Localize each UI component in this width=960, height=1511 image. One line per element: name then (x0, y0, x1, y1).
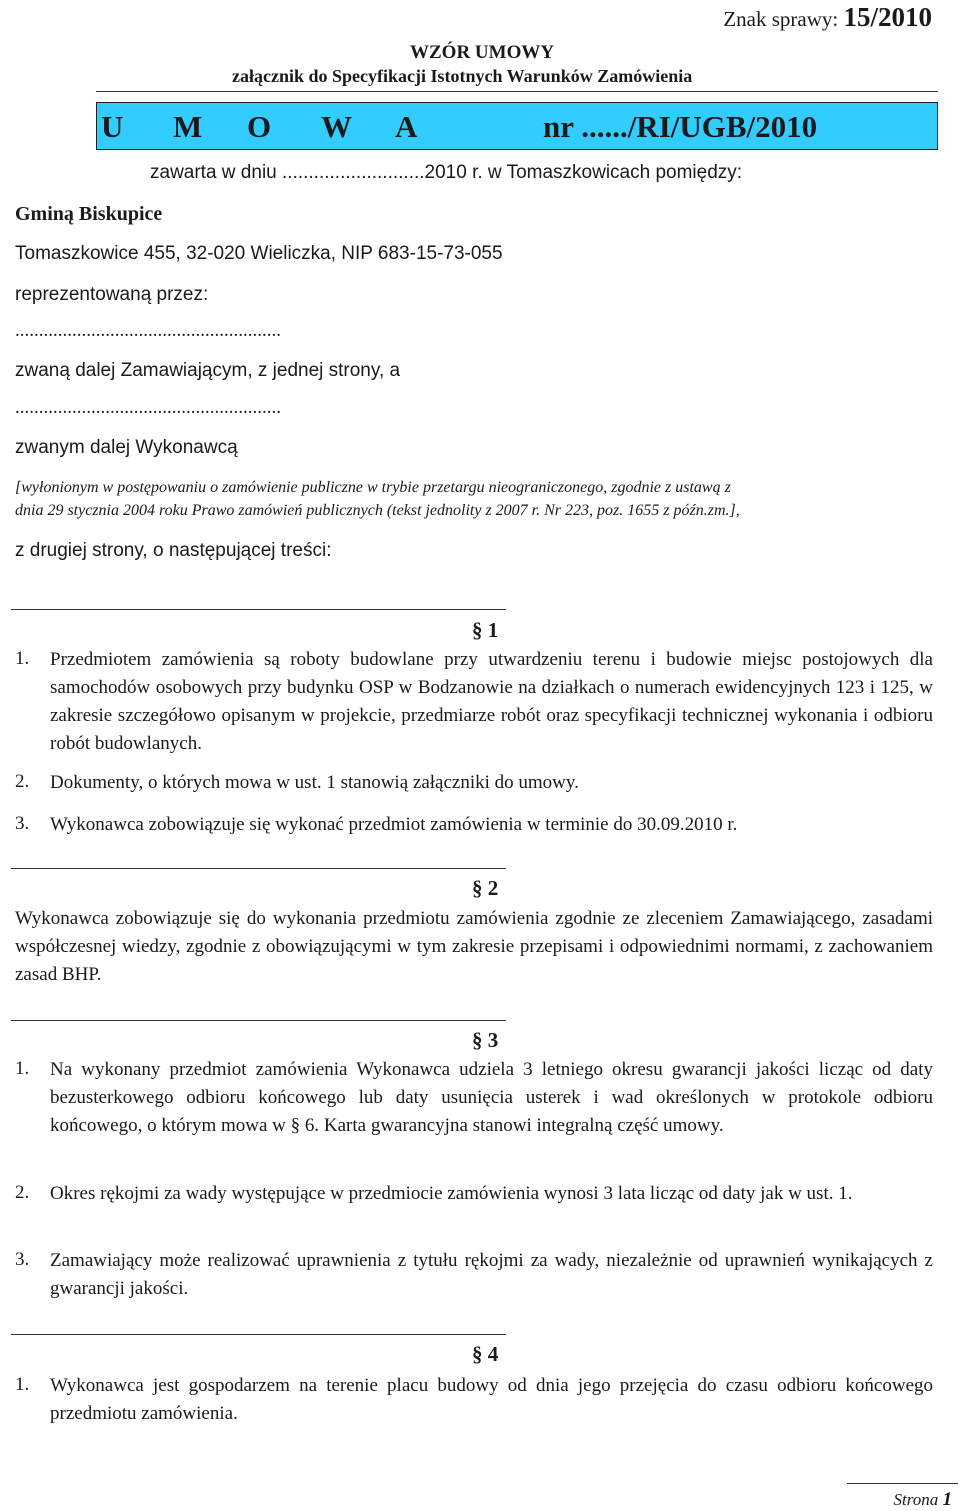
section-1-heading: § 1 (472, 618, 499, 642)
title-letter: U (101, 109, 124, 144)
item-number: 3. (15, 813, 30, 834)
page-number: 1 (942, 1489, 952, 1510)
second-party-line: z drugiej strony, o następującej treści: (15, 540, 332, 561)
item-number: 1. (15, 648, 30, 669)
party1-address: Tomaszkowice 455, 32-020 Wieliczka, NIP 683-15-73-055 (15, 243, 503, 264)
header-divider (96, 91, 938, 92)
footer-divider (847, 1483, 958, 1484)
title-letter: O (247, 109, 272, 144)
section-divider (11, 868, 506, 869)
title-letter: W (321, 109, 352, 144)
section-1-item-3: Wykonawca zobowiązuje się wykonać przedmiot zamówienia w terminie do 30.09.2010 r. (50, 814, 738, 835)
section-divider (11, 609, 506, 610)
section-1-item-1: Przedmiotem zamówienia są roboty budowlane przy utwardzeniu terenu i budowie miejsc postojowych dla samochodów osobowych przy budynku OSP w Bodzanowie na działkach o numerach ewidencyjnych 123 i 125, w zakresie szczegółowo opisanym w projekcie, przedmiarze robót oraz specyfikacji technicznej wykonania i odbioru robót budowlanych. (50, 649, 933, 754)
dots-line-1: ........................................................ (15, 320, 281, 341)
page-footer (894, 1489, 952, 1511)
section-2-heading: § 2 (472, 876, 499, 900)
section-3-item-1: Na wykonany przedmiot zamówienia Wykonawca udziela 3 letniego okresu gwarancji jakości licząc od daty bezusterkowego odbioru końcowego lub daty usunięcia usterek i wad określonych w protokole odbioru końcowego, o którym mowa w § 6. Karta gwarancyjna stanowi integralną część umowy. (50, 1059, 933, 1136)
party1-role: zwaną dalej Zamawiającym, z jednej strony, a (15, 360, 401, 381)
section-2-text: Wykonawca zobowiązuje się do wykonania przedmiotu zamówienia zgodnie ze zleceniem Zamawiającego, zasadami współczesnej wiedzy, zgodnie z obowiązującymi w tym zakresie przepisami i odpowiednimi normami, z zachowaniem zasad BHP. (15, 908, 933, 985)
item-number: 2. (15, 1182, 30, 1203)
party2-role: zwanym dalej Wykonawcą (15, 437, 238, 458)
document-subtitle: załącznik do Specyfikacji Istotnych Warunków Zamówienia (232, 66, 693, 86)
section-3-item-2: Okres rękojmi za wady występujące w przedmiocie zamówienia wynosi 3 lata licząc od daty jak w ust. 1. (50, 1183, 853, 1204)
section-3-heading: § 3 (472, 1028, 499, 1052)
item-number: 1. (15, 1374, 30, 1395)
contract-number: nr ....../RI/UGB/2010 (543, 109, 818, 144)
contract-title-bar (96, 102, 938, 150)
case-label: Znak sprawy: (723, 7, 839, 31)
legal-note-line-2: dnia 29 stycznia 2004 roku Prawo zamówień publicznych (tekst jednolity z 2007 r. Nr 223, poz. 1655 z późn.zm.], (15, 502, 740, 519)
item-number: 1. (15, 1058, 30, 1079)
dots-line-2: ........................................................ (15, 397, 281, 418)
page-label: Strona (893, 1490, 939, 1509)
concluded-line: zawarta w dniu ...........................2010 r. w Tomaszkowicach pomiędzy: (150, 162, 743, 183)
document-title: WZÓR UMOWY (410, 42, 555, 63)
title-letter: M (173, 109, 203, 144)
represented-by: reprezentowaną przez: (15, 284, 209, 305)
party1-name: Gminą Biskupice (15, 203, 163, 225)
section-divider (11, 1334, 506, 1335)
section-3-item-3: Zamawiający może realizować uprawnienia z tytułu rękojmi za wady, niezależnie od uprawnień wynikających z gwarancji jakości. (50, 1250, 933, 1299)
item-number: 3. (15, 1249, 30, 1270)
section-1-item-2: Dokumenty, o których mowa w ust. 1 stanowią załączniki do umowy. (50, 772, 579, 793)
item-number: 2. (15, 771, 30, 792)
title-letter: A (395, 109, 418, 144)
section-4-item-1: Wykonawca jest gospodarzem na terenie placu budowy od dnia jego przejęcia do czasu odbioru końcowego przedmiotu zamówienia. (50, 1375, 933, 1424)
case-number-line (723, 2, 932, 33)
section-4-heading: § 4 (472, 1342, 499, 1366)
section-divider (11, 1020, 506, 1021)
legal-note-line-1: [wyłonionym w postępowaniu o zamówienie publiczne w trybie przetargu nieograniczonego, zgodnie z ustawą z (15, 479, 731, 496)
case-number: 15/2010 (843, 2, 932, 32)
